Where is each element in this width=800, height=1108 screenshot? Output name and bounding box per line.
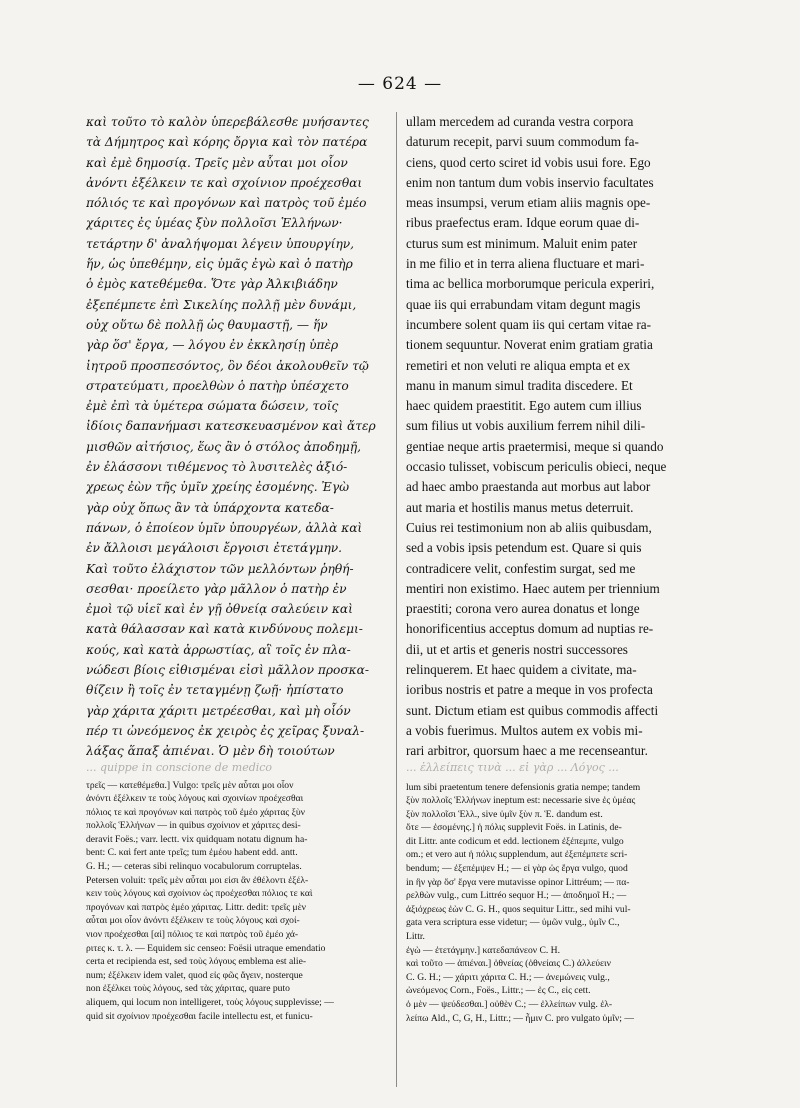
text-line: rari arbitror, quorsum haec a me recenseantur.	[406, 743, 648, 759]
footnote-line: Littr.	[406, 931, 425, 943]
text-line: ioribus nostris et patre a meque in vos profecta	[406, 682, 653, 698]
footnote-line: ριτες κ. τ. λ. — Equidem sic censeo: Foësii utraque emendatio	[86, 942, 326, 954]
footnote-line: aliquem, qui locum non intelligeret, τοὺς λόγους supplevisse; —	[86, 997, 334, 1008]
text-line: cturus sum est minimum. Maluit enim pater	[406, 235, 638, 251]
text-line: πόλιός τε καὶ προγόνων καὶ πατρὸς τοῦ ἐμέο	[86, 196, 367, 211]
text-line: daturum recepit, parvi suum commodum fa-	[406, 134, 639, 150]
text-line: Cuius rei testimonium non ab aliis quibusdam,	[406, 519, 652, 535]
text-line: γὰρ οὐχ ὅπως ἂν τὰ ὑπάρχοντα κατεδα-	[86, 500, 334, 515]
footnote-line: ξὺν πολλοῖσι Ἑλλ., sive ὑμῖν ξὺν π. Ἑ. dandum est.	[406, 808, 603, 820]
text-line: tima ac bellica morborumque pericula experiri,	[406, 276, 655, 292]
footnote-line: lum sibi praetentum tenere defensionis gratia nempe; tandem	[406, 781, 641, 793]
greek-text-column	[86, 112, 386, 1023]
text-line: ἐμοὶ τῷ υἱεῖ καὶ ἐν γῇ ὀθνείᾳ σαλεύειν καὶ	[86, 602, 353, 617]
text-line: μισθῶν αἰτήσιος, ἕως ἂν ὁ στόλος ἀποδημῇ,	[86, 439, 362, 454]
text-line: καὶ ἐμὲ δημοσίᾳ. Τρεῖς μὲν αὗται μοι οἷον	[86, 155, 348, 170]
text-line: στρατεύματι, προελθὼν ὁ πατὴρ ὑπέσχετο	[86, 378, 349, 393]
footnote-line: Petersen voluit: τρεῖς μὲν αὗται μοι εἰσι ἂν ἐθέλοντι ἐξέλ-	[86, 874, 309, 886]
bleed-through-text: ... quippe in conscione de medico	[86, 761, 273, 774]
bleed-through-text: ... ἐλλείπεις τινὰ ... εἰ γὰρ ... Λόγος ...	[406, 761, 619, 774]
footnote-line: non ἐξέλκει τοὺς λόγους, sed τὰς χάριτας, quare puto	[86, 983, 290, 995]
text-line: tionem sequuntur. Noverat enim gratiam gratia	[406, 337, 653, 353]
text-line: νώδεσι βίοις εἰθισμέναι εἰσὶ μᾶλλον προσκα-	[86, 663, 370, 678]
text-line: ἐν ἄλλοισι μεγάλοισι ἔργοισι ἐτετάγμην.	[86, 541, 343, 556]
text-line: χάριτες ἐς ὑμέας ξὺν πολλοῖσι Ἑλλήνων·	[86, 216, 343, 231]
text-line: ἰητροῦ προσπεσόντος, ὃν δέοι ἀκολουθεῖν τῷ	[86, 358, 369, 373]
text-line: dii, ut et artis et generis nostri successores	[406, 641, 628, 657]
footnote-line: νιον προέχεσθαι [αἱ] πόλιος τε καὶ πατρὸς τοῦ ἐμέο χά-	[86, 929, 299, 941]
text-line: ἥν, ὡς ὑπεθέμην, εἰς ὑμᾶς ἐγὼ καὶ ὁ πατὴρ	[86, 257, 353, 272]
text-line: ribus praefectus eram. Idque eorum quae di-	[406, 215, 640, 231]
footnote-line: G. H.; — ceteras sibi relinquo vocabulorum corruptelas.	[86, 861, 302, 873]
text-line: ἐμὲ ἐπὶ τὰ ὑμέτερα σώματα δώσειν, τοῖς	[86, 399, 339, 414]
text-line: ὁ ἐμὸς κατεθέμεθα. Ὅτε γὰρ Ἀλκιβιάδην	[86, 277, 338, 292]
text-line: χρεως ἐὼν τῆς ὑμῖν χρείης ἐσομένης. Ἐγὼ	[86, 480, 350, 495]
text-line: γὰρ χάριτα χάριτι μετρέεσθαι, καὶ μὴ οἷόν	[86, 703, 351, 718]
latin-footnotes	[406, 781, 736, 1026]
text-line: κατὰ θάλασσαν καὶ κατὰ κινδύνους πολεμι-	[86, 622, 363, 637]
text-line: κούς, καὶ κατὰ ἀρρωστίας, αἳ τοῖς ἐν πλα-	[86, 642, 351, 657]
text-line: πέρ τι ὠνεόμενος ἐκ χειρὸς ἐς χεῖρας ξυναλ-	[86, 723, 365, 738]
text-line: mentiri non existimo. Haec autem per triennium	[406, 580, 660, 596]
footnote-line: πολλοῖς Ἑλλήνων — in quibus σχοίνιον et χάριτες desi-	[86, 820, 301, 832]
latin-text-column	[406, 112, 736, 1025]
footnote-line: ὁ μὲν — ψεύδεσθαι.] οὐθὲν C.; — ἐλλείπων vulg. ἐλ-	[406, 999, 613, 1010]
text-line: quae iis qui errabundam vitam degunt magis	[406, 296, 641, 312]
footnote-line: ρελθὼν vulg., cum Littréo sequor H.; — ἀποδημοῖ H.; —	[406, 890, 627, 902]
footnote-line: om.; et vero aut ἡ πόλις supplendum, aut ἐξεπέμπετε scri-	[406, 849, 628, 861]
text-line: τὰ Δήμητρος καὶ κόρης ὄργια καὶ τὸν πατέρα	[86, 135, 368, 150]
text-line: honorificentius acceptus domum ad nuptias re-	[406, 621, 654, 637]
footnote-line: bendum; — ἐξεπέμψεν H.; — εἰ γὰρ ὡς ἔργα vulgo, quod	[406, 863, 628, 875]
text-line: πάνων, ὁ ἐποίεον ὑμῖν ὑπουργέων, ἀλλὰ καὶ	[86, 520, 363, 535]
footnote-line: προγόνων καὶ πατρὸς ἐμέο χάριτας. Littr. dedit: τρεῖς μὲν	[86, 901, 306, 913]
footnote-line: deravit Foës.; varr. lectt. vix quidquam notatu dignum ha-	[86, 833, 308, 845]
footnote-line: αὗται μοι οἷον ἀνόντι ἐξέλκειν τε τοὺς λόγους καὶ σχοί-	[86, 915, 300, 927]
text-line: σεσθαι· προείλετο γὰρ μᾶλλον ὁ πατὴρ ἐν	[86, 581, 347, 596]
text-line: ἐξεπέμπετε ἐπὶ Σικελίης πολλῇ μὲν δυνάμι,	[86, 297, 357, 312]
text-line: γὰρ ὅσ' ἔργα, — λόγου ἐν ἐκκλησίῃ ὑπὲρ	[86, 338, 339, 353]
text-line: καὶ τοῦτο τὸ καλὸν ὑπερεβάλεσθε μυήσαντες	[86, 115, 369, 129]
text-line: occasio tulisset, vobiscum periculis obieci, neque	[406, 459, 667, 475]
latin-main-text	[406, 112, 736, 762]
text-line: ἰδίοις δαπανήμασι κατεσκευασμένον καὶ ἄτερ	[86, 419, 376, 434]
text-line: ἐν ἐλάσσονι τιθέμενος τὸ λυσιτελὲς ἀξιό-	[86, 460, 348, 475]
footnote-line: ἀνόντι ἐξέλκειν τε τοὺς λόγους καὶ σχοινίων προέχεσθαι	[86, 793, 304, 805]
footnote-line: ὠνεόμενος Corn., Foës., Littr.; — ἐς C., εἰς cett.	[406, 985, 591, 997]
text-line: aut maria et hostilis manus metus deterruit.	[406, 499, 634, 515]
column-divider	[396, 112, 397, 1087]
footnote-line: certa et recipienda est, sed τοὺς λόγους emblema est alie-	[86, 956, 307, 968]
text-line: a vobis fuerimus. Multos autem ex vobis mi-	[406, 722, 643, 738]
text-line: sum filius ut vobis auxilium ferrem nihil dili-	[406, 418, 646, 434]
footnote-line: in ἣν γὰρ ὅσ' ἔργα vere mutavisse opinor Littréum; — πα-	[406, 876, 630, 888]
text-line: praestiti; corona vero aurea donatus et longe	[406, 601, 640, 617]
text-line: enim non tantum dum vobis inservio facultates	[406, 174, 654, 190]
footnote-line: C. G. H.; — χάριτι χάριτα C. H.; — ἀνεμώνεις vulg.,	[406, 971, 610, 983]
text-line: meas insumpsi, verum etiam aliis magnis ope-	[406, 195, 651, 211]
text-line: θίζειν ἢ τοῖς ἐν τεταγμένῃ ζωῇ· ἠπίστατο	[86, 683, 344, 698]
text-line: τετάρτην δ' ἀναλήψομαι λέγειν ὑπουργίην,	[86, 236, 355, 251]
text-line: gentiae neque artis praetermisi, meque si quando	[406, 438, 664, 454]
text-line: ἀνόντι ἐξέλκειν τε καὶ σχοίνιον προέχεσθαι	[86, 175, 363, 190]
text-line: in me filio et in terra aliena fluctuare et mari-	[406, 256, 645, 272]
text-line: remetiri et non veluti re aliqua empta et ex	[406, 357, 631, 373]
footnote-line: dit Littr. ante codicum et edd. lectionem ἐξέπεμπε, vulgo	[406, 835, 624, 847]
page-number: — 624 —	[357, 74, 443, 94]
text-line: relinquerem. Et haec quidem a civitate, ma-	[406, 662, 637, 678]
greek-footnotes	[86, 779, 386, 1024]
text-line: οὐχ οὕτω δὲ πολλῇ ὡς θαυμαστῇ, — ἥν	[86, 317, 328, 332]
text-line: sed a vobis ipsis petendum est. Quare si quis	[406, 540, 642, 556]
footnote-line: ἐγὼ — ἐτετάγμην.] κατεδαπάνεον C. H.	[406, 944, 560, 956]
footnote-line: ἀξιόχρεως ἐὼν C. G. H., quos sequitur Littr., sed mihi vul-	[406, 903, 631, 915]
footnote-line: quid sit σχοίνιον προέχεσθαι facile intellectu est, et funicu-	[86, 1010, 313, 1022]
text-line: contradicere velit, confestim surgat, sed me	[406, 560, 636, 576]
footnote-line: καὶ τοῦτο — ἀπιέναι.] ὀθνείας (ὀθνείαις C.) ἀλλεύειν	[406, 958, 611, 970]
text-line: sunt. Dictum etiam est quibus commodis affecti	[406, 702, 659, 718]
footnote-line: πόλιος τε καὶ προγόνων καὶ πατρὸς τοῦ ἐμέο χάριτας ξὺν	[86, 806, 305, 818]
footnote-line: λείπω Ald., C, G, H., Littr.; — ἦμιν C. pro vulgato ὑμῖν; —	[406, 1012, 634, 1024]
text-line: haec quidem praestitit. Ego autem cum illius	[406, 398, 642, 414]
text-line: ad haec ambo praestanda aut morbus aut labor	[406, 479, 651, 495]
text-line: ciens, quod certo sciret id vobis usui fore. Ego	[406, 154, 651, 170]
text-line: Καὶ τοῦτο ἐλάχιστον τῶν μελλόντων ῥηθή-	[86, 561, 354, 576]
footnote-line: bent: C. καὶ fert ante τρεῖς; tum ἐμέου habent edd. antt.	[86, 847, 298, 859]
greek-main-text	[86, 112, 386, 762]
footnote-line: num; ἐξέλκειν idem valet, quod εἰς φῶς ἄγειν, nosterque	[86, 969, 303, 981]
footnote-line: gata vera scriptura esse videtur; — ὑμῶν vulg., ὑμῖν C.,	[406, 917, 620, 929]
text-line: manu in manum simul tradita discedere. Et	[406, 377, 633, 393]
footnote-line: τρεῖς — κατεθέμεθα.] Vulgo: τρεῖς μὲν αὗται μοι οἷον	[86, 779, 294, 791]
footnote-line: κειν τοὺς λόγους καὶ σχοίνιον ὡς προέχεσθαι πόλιος τε καὶ	[86, 888, 313, 900]
text-line: λάξας ἅπαξ ἀπιέναι. Ὁ μὲν δὴ τοιούτων	[86, 744, 335, 759]
footnote-line: ὅτε — ἐσομένης.] ἡ πόλις supplevit Foës. in Latinis, de-	[406, 822, 622, 834]
text-line: ullam mercedem ad curanda vestra corpora	[406, 114, 634, 129]
footnote-line: ξὺν πολλοῖς Ἑλλήνων ineptum est: necessarie sive ἐς ὑμέας	[406, 795, 636, 807]
text-line: incumbere solent quam iis qui certam vitae ra-	[406, 316, 651, 332]
